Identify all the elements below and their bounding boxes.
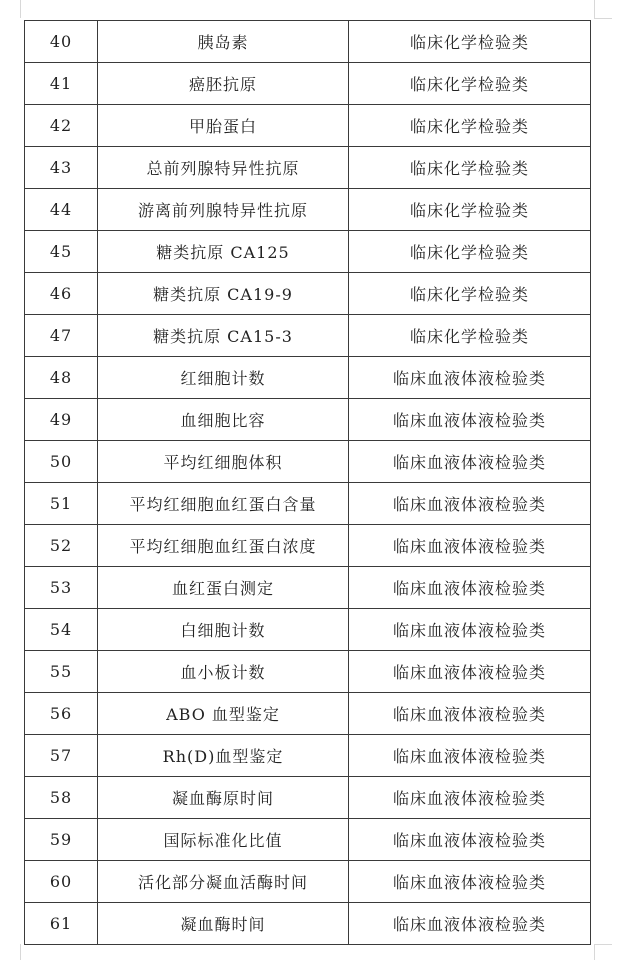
table-row: [25, 357, 591, 399]
page-edge-right-top: [594, 0, 595, 18]
category-cell: 临床血液体液检验类: [349, 903, 591, 945]
test-item-cell: 活化部分凝血活酶时间: [98, 861, 349, 903]
row-number-cell: 49: [25, 399, 98, 441]
category-cell: 临床血液体液检验类: [349, 399, 591, 441]
row-number-cell: 52: [25, 525, 98, 567]
table-row: [25, 567, 591, 609]
row-number-cell: 45: [25, 231, 98, 273]
category-cell: 临床血液体液检验类: [349, 441, 591, 483]
category-cell: 临床血液体液检验类: [349, 861, 591, 903]
test-item-cell: 平均红细胞血红蛋白浓度: [98, 525, 349, 567]
table-row: [25, 903, 591, 945]
category-cell: 临床血液体液检验类: [349, 567, 591, 609]
category-cell: 临床化学检验类: [349, 273, 591, 315]
category-cell: 临床血液体液检验类: [349, 609, 591, 651]
table-row: [25, 735, 591, 777]
category-cell: 临床化学检验类: [349, 315, 591, 357]
category-cell: 临床血液体液检验类: [349, 777, 591, 819]
row-number-cell: 41: [25, 63, 98, 105]
category-cell: 临床化学检验类: [349, 147, 591, 189]
row-number-cell: 58: [25, 777, 98, 819]
row-number-cell: 42: [25, 105, 98, 147]
test-item-cell: 游离前列腺特异性抗原: [98, 189, 349, 231]
page-edge-left-bottom: [20, 944, 21, 960]
test-item-cell: 红细胞计数: [98, 357, 349, 399]
category-cell: 临床血液体液检验类: [349, 525, 591, 567]
row-number-cell: 57: [25, 735, 98, 777]
table-row: [25, 231, 591, 273]
row-number-cell: 44: [25, 189, 98, 231]
row-number-cell: 47: [25, 315, 98, 357]
page-edge-right-mark: [594, 18, 612, 19]
test-item-cell: 糖类抗原 CA15-3: [98, 315, 349, 357]
page-edge-right-bottom: [594, 944, 595, 960]
row-number-cell: 54: [25, 609, 98, 651]
category-cell: 临床血液体液检验类: [349, 693, 591, 735]
table-body: [25, 21, 591, 945]
row-number-cell: 43: [25, 147, 98, 189]
category-cell: 临床血液体液检验类: [349, 357, 591, 399]
category-cell: 临床化学检验类: [349, 21, 591, 63]
table-row: [25, 819, 591, 861]
test-item-cell: 胰岛素: [98, 21, 349, 63]
category-cell: 临床化学检验类: [349, 105, 591, 147]
row-number-cell: 59: [25, 819, 98, 861]
category-cell: 临床化学检验类: [349, 231, 591, 273]
category-cell: 临床血液体液检验类: [349, 651, 591, 693]
row-number-cell: 48: [25, 357, 98, 399]
test-item-cell: 平均红细胞体积: [98, 441, 349, 483]
row-number-cell: 61: [25, 903, 98, 945]
test-item-cell: 糖类抗原 CA125: [98, 231, 349, 273]
test-item-cell: 血细胞比容: [98, 399, 349, 441]
test-item-cell: 血小板计数: [98, 651, 349, 693]
test-item-cell: ABO 血型鉴定: [98, 693, 349, 735]
table-row: [25, 105, 591, 147]
table-row: [25, 693, 591, 735]
table-row: [25, 441, 591, 483]
row-number-cell: 60: [25, 861, 98, 903]
table-row: [25, 525, 591, 567]
row-number-cell: 53: [25, 567, 98, 609]
test-item-cell: Rh(D)血型鉴定: [98, 735, 349, 777]
page-edge-left-top: [20, 0, 21, 18]
test-item-cell: 凝血酶原时间: [98, 777, 349, 819]
test-item-cell: 糖类抗原 CA19-9: [98, 273, 349, 315]
category-cell: 临床血液体液检验类: [349, 819, 591, 861]
row-number-cell: 40: [25, 21, 98, 63]
category-cell: 临床血液体液检验类: [349, 483, 591, 525]
test-item-cell: 平均红细胞血红蛋白含量: [98, 483, 349, 525]
row-number-cell: 46: [25, 273, 98, 315]
table-row: [25, 609, 591, 651]
row-number-cell: 55: [25, 651, 98, 693]
test-item-cell: 甲胎蛋白: [98, 105, 349, 147]
table-row: [25, 147, 591, 189]
test-item-cell: 凝血酶时间: [98, 903, 349, 945]
row-number-cell: 50: [25, 441, 98, 483]
row-number-cell: 51: [25, 483, 98, 525]
test-item-cell: 癌胚抗原: [98, 63, 349, 105]
test-item-cell: 国际标准化比值: [98, 819, 349, 861]
table-row: [25, 315, 591, 357]
test-item-cell: 白细胞计数: [98, 609, 349, 651]
table-row: [25, 21, 591, 63]
table-row: [25, 861, 591, 903]
table-row: [25, 189, 591, 231]
table-row: [25, 273, 591, 315]
page-edge-right-bottom-mark: [594, 944, 612, 945]
table-row: [25, 399, 591, 441]
category-cell: 临床化学检验类: [349, 63, 591, 105]
test-items-table: [24, 20, 591, 945]
category-cell: 临床化学检验类: [349, 189, 591, 231]
row-number-cell: 56: [25, 693, 98, 735]
table-row: [25, 651, 591, 693]
table-row: [25, 483, 591, 525]
table-row: [25, 777, 591, 819]
test-item-cell: 总前列腺特异性抗原: [98, 147, 349, 189]
category-cell: 临床血液体液检验类: [349, 735, 591, 777]
test-item-cell: 血红蛋白测定: [98, 567, 349, 609]
table-row: [25, 63, 591, 105]
